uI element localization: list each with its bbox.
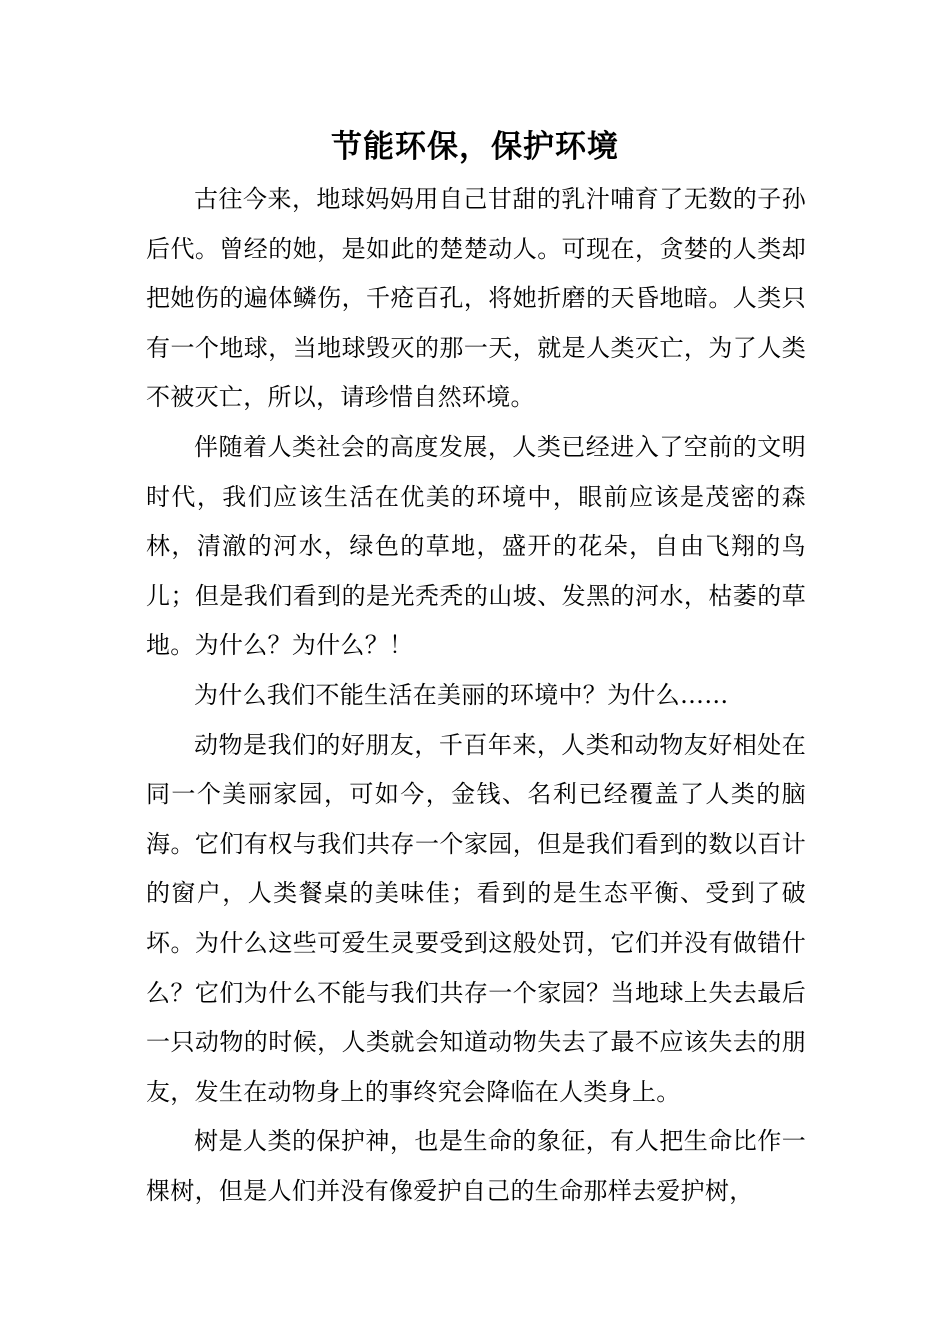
paragraph: 动物是我们的好朋友，千百年来，人类和动物友好相处在同一个美丽家园，可如今，金钱、名利已经覆盖了人类的脑海。它们有权与我们共存一个家园，但是我们看到的数以百计的窗户，人类餐桌的美味佳；看到的是生态平衡、受到了破坏。为什么这些可爱生灵要受到这般处罚，它们并没有做错什么？它们为什么不能与我们共存一个家园？当地球上失去最后一只动物的时候，人类就会知道动物失去了最不应该失去的朋友，发生在动物身上的事终究会降临在人类身上。 bbox=[146, 730, 806, 1106]
paragraph: 为什么我们不能生活在美丽的环境中？为什么…… bbox=[194, 680, 729, 709]
paragraph: 古往今来，地球妈妈用自己甘甜的乳汁哺育了无数的子孙后代。曾经的她，是如此的楚楚动人。可现在，贪婪的人类却把她伤的遍体鳞伤，千疮百孔，将她折磨的天昏地暗。人类只有一个地球，当地球毁灭的那一天，就是人类灭亡，为了人类不被灭亡，所以，请珍惜自然环境。 bbox=[146, 185, 806, 412]
paragraph: 树是人类的保护神，也是生命的象征，有人把生命比作一棵树，但是人们并没有像爱护自己的生命那样去爱护树， bbox=[146, 1127, 806, 1205]
document-body bbox=[146, 175, 806, 1216]
document-title: 节能环保，保护环境 bbox=[331, 129, 619, 165]
paragraph: 伴随着人类社会的高度发展，人类已经进入了空前的文明时代，我们应该生活在优美的环境中，眼前应该是茂密的森林，清澈的河水，绿色的草地，盛开的花朵，自由飞翔的鸟儿；但是我们看到的是光秃秃的山坡、发黑的河水，枯萎的草地。为什么？为什么？！ bbox=[146, 432, 806, 660]
